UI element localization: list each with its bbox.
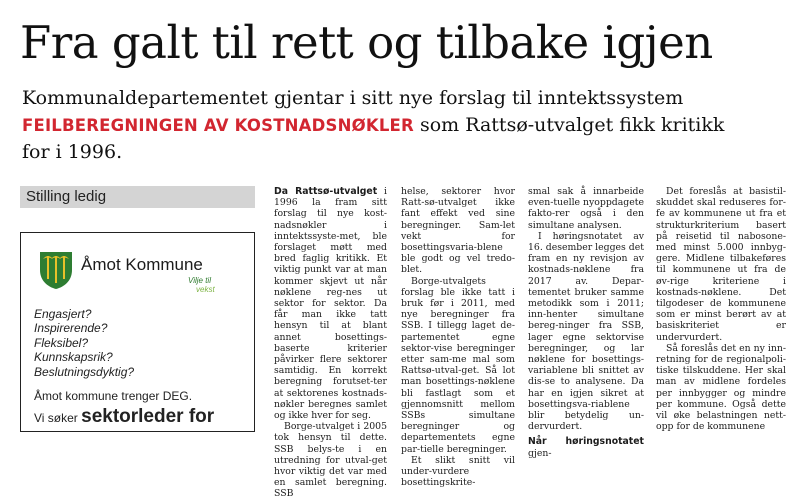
ad-seeking-prefix: Vi søker [34, 411, 82, 425]
paragraph-lead-in: Når høringsnotatet [528, 436, 644, 448]
section-label-job-ads: Stilling ledig [20, 186, 255, 208]
ad-question: Beslutningsdyktig? [34, 364, 135, 379]
ad-intro: Åmot kommune trenger DEG. [34, 389, 193, 403]
ad-organization-name: Åmot Kommune [81, 255, 203, 274]
article-paragraph [401, 186, 515, 276]
ad-tagline [188, 276, 215, 294]
ad-question: Fleksibel? [34, 335, 89, 350]
subheadline-line-2 [22, 112, 782, 140]
paragraph-text: Det foreslås at basistil-skuddet skal reduseres for-fe av kommunene ut fra et strukturkriterium basert på reisetid til nabosone-med minst 5.000 innbyg-gere. Midlene tilbakeføres til kommunene ut fra de øv-rige kriteriene i kostnads-nøklene. Det tilgodeser de kommunene som er minst berørt av at basiskriteriet er undervurdert. [656, 186, 786, 343]
paragraph-text: Borge-utvalget i 2005 tok hensyn til dette. SSB belys-te i en utredning for utval-get hvor viktig det var med en samlet beregning. SSB [274, 421, 387, 500]
ad-seeking-role: sektorleder for [81, 406, 215, 427]
paragraph-text: helse, sektorer hvor Ratt-sø-utvalget ikke fant effekt ved sine beregninger. Sam-let vekt for bosettingsvaria-blene ble godt og vel tredo-blet. [401, 186, 515, 276]
ad-tagline-line-1: Vilje til [188, 276, 211, 285]
paragraph-text: Borge-utvalgets forslag ble ikke tatt i bruk før i 2011, med nye beregninger fra SSB. I tillegg laget de-partementet egne sektor-vise beregninger etter sam-me mal som Rattsø-utval-get. Så lot man bosettings-nøklene bli fastlagt som et gjennomsnitt mellom SSBs simultane beregninger og departementets egne par-tielle beregninger. [401, 275, 515, 455]
paragraph-text: Så foreslås det en ny inn-retning for de regionalpoli-tiske tilskuddene. Her skal man av midlene fordeles per innbygger og mindre per kommune. Også dette vil øke belastningen nett-opp for de kommunene [656, 342, 786, 433]
article-paragraph [528, 186, 644, 231]
ad-question-list [34, 307, 134, 379]
article-paragraph [274, 421, 387, 499]
article-paragraph [401, 455, 515, 489]
article-column-3 [528, 186, 644, 459]
article-paragraph [528, 231, 644, 433]
article-paragraph [656, 186, 786, 343]
amot-coat-of-arms-icon [38, 250, 74, 290]
article-column-4 [656, 186, 786, 432]
paragraph-lead-in: Da Rattsø-utvalget [274, 186, 378, 197]
article-headline: Fra galt til rett og tilbake igjen [20, 16, 713, 69]
paragraph-text: gjen- [528, 447, 552, 459]
article-paragraph [656, 343, 786, 433]
paragraph-text: i 1996 la fram sitt forslag til nye kost-nadsnøkler i inntektssyste-met, ble forslaget møtt med bred faglig kritikk. Et viktig punkt var at man kommer skjevt ut når nøklene reg-nes ut sektor for sektor. Da får man ikke tatt hensyn til at blant annet bosettings-baserte kriterier påvirker flere sektorer samtidig. En korrekt beregning forutset-ter at sektorenes kostnads-nøkler beregnes samlet og ikke hver for seg. [274, 186, 387, 422]
ad-question: Kunnskapsrik? [34, 350, 113, 365]
ad-question: Inspirerende? [34, 321, 108, 336]
article-subheadline [22, 85, 782, 166]
paragraph-text: smal sak å innarbeide even-tuelle nyoppdagete fakto-rer også i den simultane analysen. [528, 186, 644, 231]
subheadline-line-2-rest: som Rattsø-utvalget fikk kritikk [413, 113, 725, 136]
paragraph-text: I høringsnotatet av 16. desember legges det fram en ny revisjon av kostnads-nøklene fra 2017 av. Depar-tementet bruker samme metodikk som i 2011; inn-henter simultane bereg-ninger fra SSB, lager egne sektorvise beregninger, og lar nøklene for bosettings-variablene bli snittet av dis-se to analysene. Da har en igjen sikret at bosettingsva-riablene blir betydelig un-dervurdert. [528, 230, 644, 433]
paragraph-text: Et slikt snitt vil under-vurdere bosettingskrite- [401, 454, 515, 489]
article-paragraph [401, 276, 515, 455]
subheadline-line-1: Kommunaldepartementet gjentar i sitt nye forslag til inntektssystem [22, 87, 684, 109]
article-paragraph [274, 186, 387, 421]
ad-seeking [34, 406, 214, 428]
subheadline-line-3: for i 1996. [22, 141, 123, 163]
ad-tagline-line-2: vekst [196, 285, 215, 294]
article-paragraph [528, 436, 644, 458]
article-column-2 [401, 186, 515, 488]
job-advertisement[interactable] [20, 232, 255, 432]
article-column-1 [274, 186, 387, 500]
subheadline-kicker: FEILBEREGNINGEN AV KOSTNADSNØKLER [22, 115, 414, 135]
ad-question: Engasjert? [34, 307, 92, 321]
